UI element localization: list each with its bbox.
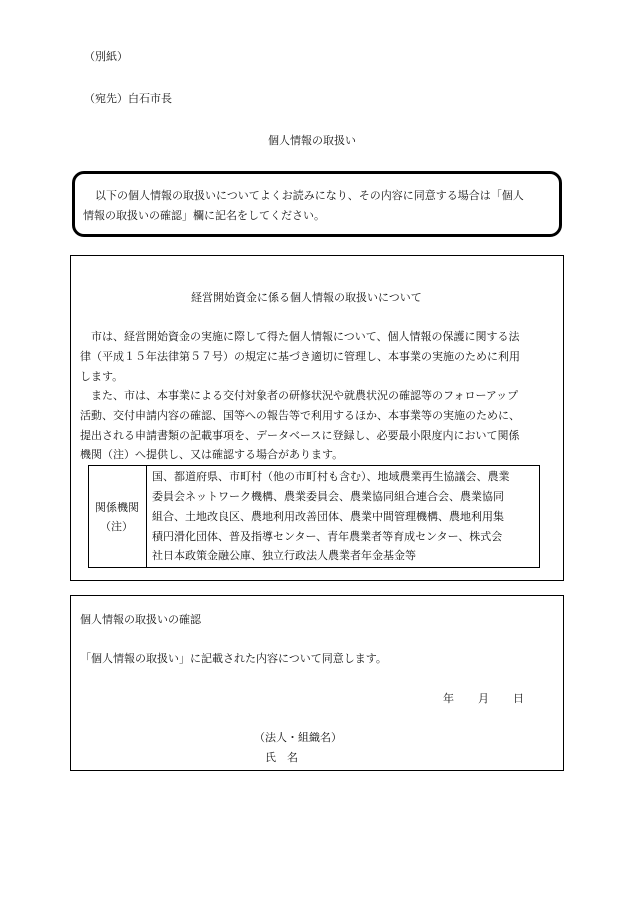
paragraph1-line-3: します。 <box>80 370 124 383</box>
paragraph2-line-1: また、市は、本事業による交付対象者の研修状況や就農状況の確認等のフォローアップ <box>91 389 519 402</box>
main-section-title: 経営開始資金に係る個人情報の取扱いについて <box>191 291 422 304</box>
org-content-line-2: 委員会ネットワーク機構、農業委員会、農業協同組合連合会、農業協同 <box>152 490 504 503</box>
paragraph2-line-2: 活動、交付申請内容の確認、国等への報告等で利用するほか、本事業等の実施のために、 <box>80 409 520 422</box>
page-title: 個人情報の取扱い <box>268 134 356 147</box>
notice-box <box>72 171 562 237</box>
notice-line-2: 情報の取扱いの確認」欄に記名をしてください。 <box>83 209 325 222</box>
paragraph2-line-3: 提出される申請書類の記載事項を、データベースに登録し、必要最小限度内において関係 <box>80 429 520 442</box>
org-content-line-5: 社日本政策金融公庫、独立行政法人農業者年金基金等 <box>152 549 416 562</box>
paragraph1-line-2: 律（平成１５年法律第５７号）の規定に基づき適切に管理し、本事業の実施のために利用 <box>80 350 520 363</box>
confirmation-title: 個人情報の取扱いの確認 <box>80 613 201 626</box>
org-header-line-1: 関係機関 <box>95 501 139 514</box>
org-content-line-1: 国、都道府県、市町村（他の市町村も含む）、地域農業再生協議会、農業 <box>152 470 510 483</box>
notice-line-1: 以下の個人情報の取扱いについてよくお読みになり、その内容に同意する場合は「個人 <box>95 189 524 202</box>
org-name-label: （法人・組織名） <box>254 731 342 744</box>
day-label: 日 <box>513 692 524 705</box>
paragraph1-line-1: 市は、経営開始資金の実施に際して得た個人情報について、個人情報の保護に関する法 <box>91 330 520 343</box>
year-label: 年 <box>443 692 454 705</box>
org-content-line-4: 積円滑化団体、普及指導センター、青年農業者等育成センター、株式会 <box>152 530 503 543</box>
org-table-header-cell <box>89 466 147 567</box>
org-header-line-2: （注） <box>100 520 133 533</box>
name-label: 氏 名 <box>265 751 298 764</box>
paragraph2-line-4: 機関（注）へ提供し、又は確認する場合があります。 <box>80 448 344 461</box>
month-label: 月 <box>478 692 489 705</box>
org-content-line-3: 組合、土地改良区、農地利用改善団体、農業中間管理機構、農地利用集 <box>152 510 504 523</box>
attachment-label: （別紙） <box>84 50 128 63</box>
confirmation-statement: 「個人情報の取扱い」に記載された内容について同意します。 <box>80 652 387 665</box>
addressee: （宛先）白石市長 <box>84 92 172 105</box>
